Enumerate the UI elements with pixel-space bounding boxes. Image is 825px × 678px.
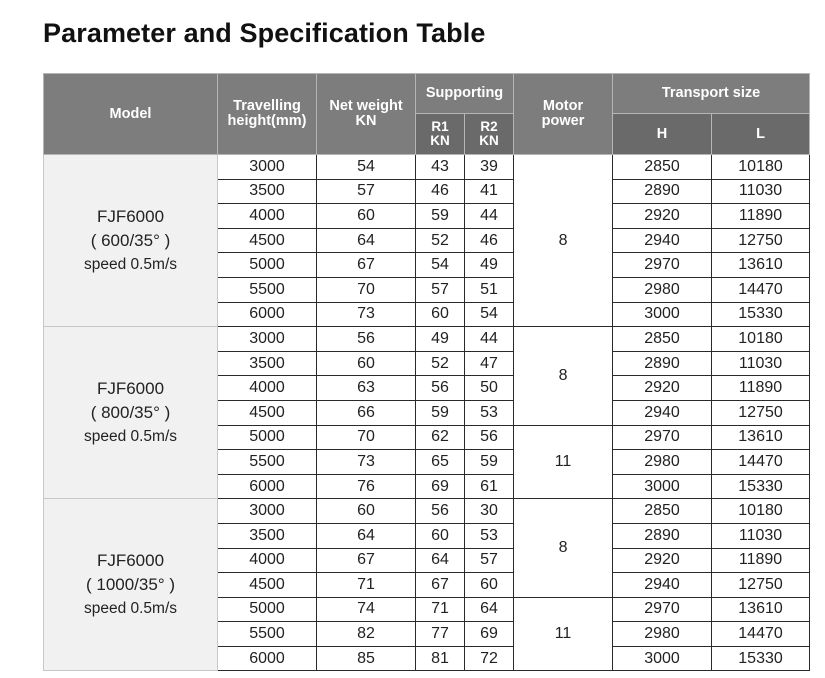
cell-travelling-height: 4500 <box>218 573 317 598</box>
cell-travelling-height: 5500 <box>218 622 317 647</box>
cell-transport-h: 2940 <box>613 228 712 253</box>
cell-r2: 53 <box>465 400 514 425</box>
header-r2-line1: R2 <box>480 119 498 134</box>
cell-transport-h: 2850 <box>613 499 712 524</box>
cell-transport-h: 2850 <box>613 327 712 352</box>
header-travelling-line2: height(mm) <box>227 113 307 129</box>
header-r1-line2: KN <box>430 133 450 148</box>
cell-r1: 81 <box>416 646 465 671</box>
cell-r1: 57 <box>416 277 465 302</box>
cell-transport-l: 14470 <box>712 277 810 302</box>
header-r2 <box>465 114 514 155</box>
model-cell <box>44 499 218 671</box>
cell-transport-l: 13610 <box>712 253 810 278</box>
cell-transport-l: 11890 <box>712 548 810 573</box>
table-row <box>44 155 810 180</box>
header-transport-size: Transport size <box>613 74 810 114</box>
cell-net-weight: 60 <box>317 204 416 229</box>
cell-net-weight: 60 <box>317 351 416 376</box>
cell-transport-l: 14470 <box>712 622 810 647</box>
cell-r2: 39 <box>465 155 514 180</box>
cell-travelling-height: 5500 <box>218 450 317 475</box>
cell-travelling-height: 6000 <box>218 474 317 499</box>
cell-r2: 51 <box>465 277 514 302</box>
cell-net-weight: 54 <box>317 155 416 180</box>
spec-table <box>43 73 810 671</box>
cell-transport-h: 2980 <box>613 622 712 647</box>
cell-transport-h: 2940 <box>613 573 712 598</box>
cell-transport-l: 11890 <box>712 204 810 229</box>
header-net-weight-line2: KN <box>355 113 377 129</box>
header-l: L <box>712 114 810 155</box>
cell-transport-l: 15330 <box>712 302 810 327</box>
cell-r2: 64 <box>465 597 514 622</box>
cell-transport-h: 2970 <box>613 597 712 622</box>
cell-transport-h: 2890 <box>613 179 712 204</box>
cell-net-weight: 76 <box>317 474 416 499</box>
cell-r2: 50 <box>465 376 514 401</box>
header-net-weight <box>317 74 416 155</box>
cell-transport-l: 13610 <box>712 425 810 450</box>
cell-r1: 62 <box>416 425 465 450</box>
header-row <box>44 74 810 114</box>
header-r2-line2: KN <box>479 133 499 148</box>
header-r1 <box>416 114 465 155</box>
cell-motor-power: 8 <box>514 155 613 327</box>
cell-transport-h: 2980 <box>613 277 712 302</box>
cell-r2: 61 <box>465 474 514 499</box>
header-supporting: Supporting <box>416 74 514 114</box>
cell-r1: 52 <box>416 351 465 376</box>
cell-transport-h: 2940 <box>613 400 712 425</box>
cell-motor-power: 8 <box>514 327 613 425</box>
cell-travelling-height: 3500 <box>218 179 317 204</box>
header-travelling-line1: Travelling <box>233 98 301 114</box>
cell-net-weight: 73 <box>317 302 416 327</box>
cell-net-weight: 74 <box>317 597 416 622</box>
cell-r1: 49 <box>416 327 465 352</box>
cell-travelling-height: 6000 <box>218 646 317 671</box>
cell-r1: 56 <box>416 376 465 401</box>
cell-transport-h: 3000 <box>613 474 712 499</box>
model-speed: speed 0.5m/s <box>83 427 178 445</box>
cell-net-weight: 70 <box>317 425 416 450</box>
table-body <box>44 155 810 671</box>
cell-transport-l: 15330 <box>712 646 810 671</box>
table-header <box>44 74 810 155</box>
cell-r2: 72 <box>465 646 514 671</box>
header-motor-power <box>514 74 613 155</box>
header-net-weight-line1: Net weight <box>329 98 403 114</box>
cell-travelling-height: 4500 <box>218 400 317 425</box>
cell-r1: 43 <box>416 155 465 180</box>
cell-r1: 69 <box>416 474 465 499</box>
cell-transport-h: 2920 <box>613 548 712 573</box>
cell-travelling-height: 3000 <box>218 499 317 524</box>
model-name: FJF6000 <box>96 378 165 398</box>
cell-travelling-height: 5000 <box>218 597 317 622</box>
cell-travelling-height: 4000 <box>218 204 317 229</box>
cell-transport-h: 2920 <box>613 204 712 229</box>
cell-net-weight: 57 <box>317 179 416 204</box>
cell-motor-power: 11 <box>514 425 613 499</box>
cell-travelling-height: 5500 <box>218 277 317 302</box>
cell-motor-power: 11 <box>514 597 613 671</box>
cell-travelling-height: 5000 <box>218 253 317 278</box>
model-speed: speed 0.5m/s <box>83 599 178 617</box>
table-row <box>44 499 810 524</box>
cell-net-weight: 64 <box>317 228 416 253</box>
cell-r1: 60 <box>416 302 465 327</box>
model-cell <box>44 155 218 327</box>
cell-transport-l: 11030 <box>712 523 810 548</box>
cell-r2: 41 <box>465 179 514 204</box>
cell-travelling-height: 4500 <box>218 228 317 253</box>
cell-r2: 44 <box>465 204 514 229</box>
model-name: FJF6000 <box>96 206 165 226</box>
cell-transport-h: 2970 <box>613 425 712 450</box>
cell-travelling-height: 5000 <box>218 425 317 450</box>
cell-transport-l: 11030 <box>712 351 810 376</box>
cell-net-weight: 66 <box>317 400 416 425</box>
cell-r1: 77 <box>416 622 465 647</box>
cell-travelling-height: 6000 <box>218 302 317 327</box>
cell-net-weight: 71 <box>317 573 416 598</box>
cell-transport-l: 12750 <box>712 228 810 253</box>
cell-r1: 46 <box>416 179 465 204</box>
cell-r2: 69 <box>465 622 514 647</box>
cell-r1: 67 <box>416 573 465 598</box>
cell-net-weight: 70 <box>317 277 416 302</box>
cell-transport-h: 2890 <box>613 351 712 376</box>
cell-r2: 30 <box>465 499 514 524</box>
cell-transport-h: 2980 <box>613 450 712 475</box>
cell-r1: 52 <box>416 228 465 253</box>
cell-r2: 53 <box>465 523 514 548</box>
cell-r2: 44 <box>465 327 514 352</box>
cell-transport-l: 11030 <box>712 179 810 204</box>
cell-transport-l: 13610 <box>712 597 810 622</box>
cell-r2: 56 <box>465 425 514 450</box>
model-name: FJF6000 <box>96 550 165 570</box>
page-title: Parameter and Specification Table <box>43 18 486 48</box>
model-spec: ( 600/35° ) <box>90 230 171 250</box>
cell-transport-l: 15330 <box>712 474 810 499</box>
header-motor-line2: power <box>541 113 585 129</box>
model-spec: ( 800/35° ) <box>90 402 171 422</box>
cell-transport-l: 12750 <box>712 573 810 598</box>
cell-r2: 59 <box>465 450 514 475</box>
cell-travelling-height: 4000 <box>218 548 317 573</box>
cell-transport-h: 3000 <box>613 646 712 671</box>
cell-net-weight: 64 <box>317 523 416 548</box>
cell-net-weight: 56 <box>317 327 416 352</box>
cell-r2: 46 <box>465 228 514 253</box>
table-row <box>44 327 810 352</box>
cell-transport-l: 12750 <box>712 400 810 425</box>
cell-net-weight: 85 <box>317 646 416 671</box>
cell-transport-h: 2920 <box>613 376 712 401</box>
cell-travelling-height: 3000 <box>218 327 317 352</box>
cell-net-weight: 67 <box>317 548 416 573</box>
cell-r1: 56 <box>416 499 465 524</box>
cell-r1: 65 <box>416 450 465 475</box>
cell-r1: 71 <box>416 597 465 622</box>
model-speed: speed 0.5m/s <box>83 255 178 273</box>
cell-r1: 59 <box>416 400 465 425</box>
cell-r2: 54 <box>465 302 514 327</box>
cell-transport-h: 2890 <box>613 523 712 548</box>
header-h: H <box>613 114 712 155</box>
cell-r1: 59 <box>416 204 465 229</box>
cell-net-weight: 67 <box>317 253 416 278</box>
cell-net-weight: 60 <box>317 499 416 524</box>
cell-transport-h: 2970 <box>613 253 712 278</box>
cell-r2: 60 <box>465 573 514 598</box>
header-travelling-height <box>218 74 317 155</box>
header-r1-line1: R1 <box>431 119 449 134</box>
cell-transport-h: 2850 <box>613 155 712 180</box>
cell-r1: 54 <box>416 253 465 278</box>
cell-travelling-height: 3500 <box>218 351 317 376</box>
cell-r2: 49 <box>465 253 514 278</box>
cell-r2: 47 <box>465 351 514 376</box>
cell-net-weight: 82 <box>317 622 416 647</box>
cell-travelling-height: 3000 <box>218 155 317 180</box>
header-motor-line1: Motor <box>542 98 584 114</box>
model-cell <box>44 327 218 499</box>
cell-r1: 64 <box>416 548 465 573</box>
cell-transport-l: 14470 <box>712 450 810 475</box>
cell-r2: 57 <box>465 548 514 573</box>
cell-transport-l: 10180 <box>712 327 810 352</box>
cell-net-weight: 63 <box>317 376 416 401</box>
model-spec: ( 1000/35° ) <box>85 574 176 594</box>
cell-travelling-height: 3500 <box>218 523 317 548</box>
header-model: Model <box>44 74 218 155</box>
cell-transport-l: 10180 <box>712 499 810 524</box>
cell-transport-l: 10180 <box>712 155 810 180</box>
cell-transport-l: 11890 <box>712 376 810 401</box>
cell-transport-h: 3000 <box>613 302 712 327</box>
cell-r1: 60 <box>416 523 465 548</box>
cell-travelling-height: 4000 <box>218 376 317 401</box>
cell-motor-power: 8 <box>514 499 613 597</box>
cell-net-weight: 73 <box>317 450 416 475</box>
